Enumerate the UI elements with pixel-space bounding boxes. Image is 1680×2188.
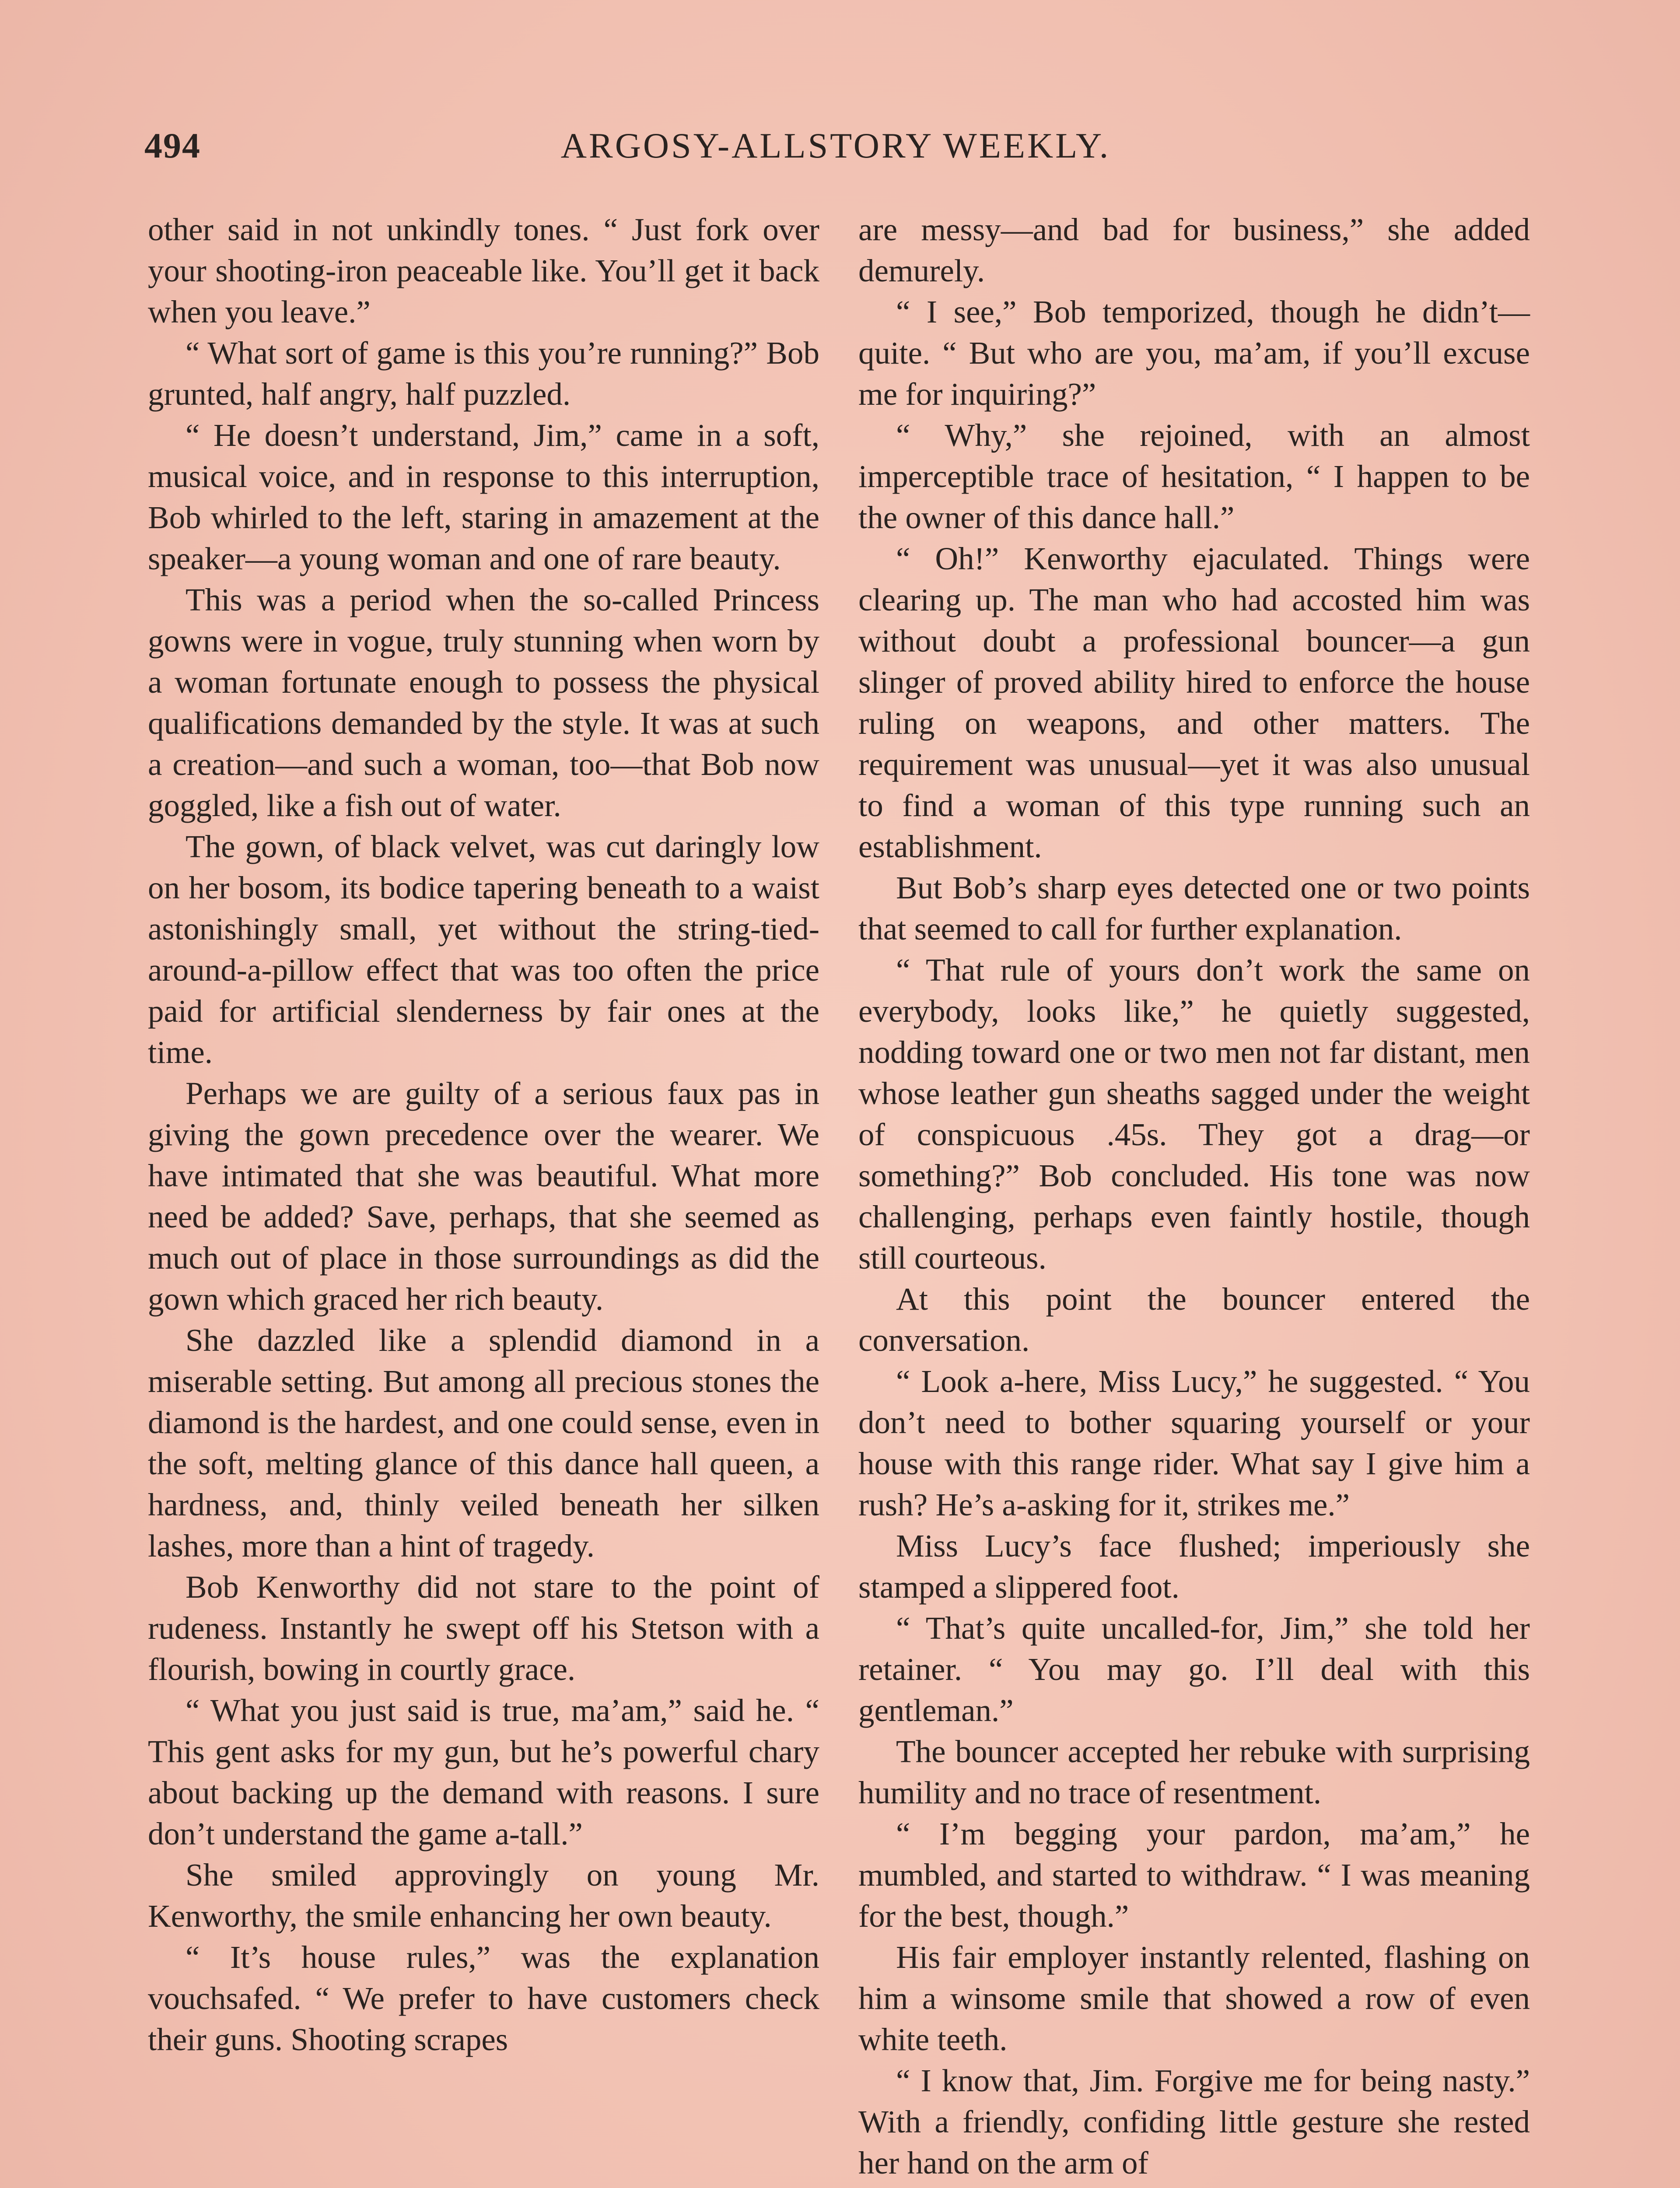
paragraph: She smiled approvingly on young Mr. Kenworthy, the smile enhancing her own beauty.	[148, 1857, 819, 1934]
paragraph: At this point the bouncer entered the conversation.	[858, 1281, 1530, 1358]
paragraph: His fair employer instantly relented, flashing on him a winsome smile that showed a row of even white teeth.	[858, 1939, 1530, 2057]
paragraph: The gown, of black velvet, was cut daringly low on her bosom, its bodice tapering beneath to a waist astonishingly small, yet without the string-tied-around-a-pillow effect that was too often the price paid for artificial slenderness by fair ones at the time.	[148, 829, 819, 1070]
paragraph: “ Look a-here, Miss Lucy,” he suggested. “ You don’t need to bother squaring yourself or your house with this range rider. What say I give him a rush? He’s a-asking for it, strikes me.”	[858, 1364, 1530, 1522]
paragraph: “ That rule of yours don’t work the same on everybody, looks like,” he quietly suggested, nodding toward one or two men not far distant, men whose leather gun sheaths sagged under the weight of conspicuous .45s. They got a drag—or something?” Bob concluded. His tone was now challenging, perhaps even faintly hostile, though still courteous.	[858, 952, 1530, 1276]
paragraph: “ Oh!” Kenworthy ejaculated. Things were clearing up. The man who had accosted him was without doubt a professional bouncer—a gun slinger of proved ability hired to enforce the house ruling on weapons, and other matters. The requirement was unusual—yet it was also unusual to find a woman of this type running such an establishment.	[858, 541, 1530, 864]
page-number: 494	[144, 126, 201, 165]
paragraph: are messy—and bad for business,” she added demurely.	[858, 212, 1530, 288]
paragraph: other said in not unkindly tones. “ Just fork over your shooting-iron peaceable like. You’ll get it back when you leave.”	[148, 212, 819, 330]
paragraph: “ He doesn’t understand, Jim,” came in a soft, musical voice, and in response to this interruption, Bob whirled to the left, staring in amazement at the speaker—a young woman and one of rare beauty.	[148, 417, 819, 576]
paragraph: “ What you just said is true, ma’am,” said he. “ This gent asks for my gun, but he’s powerful chary about backing up the demand with reasons. I sure don’t understand the game a-tall.”	[148, 1693, 819, 1851]
paragraph: “ I know that, Jim. Forgive me for being nasty.” With a friendly, confiding little gesture she rested her hand on the arm of	[858, 2063, 1530, 2181]
paragraph: But Bob’s sharp eyes detected one or two points that seemed to call for further explanation.	[858, 870, 1530, 947]
paragraph: “ Why,” she rejoined, with an almost imperceptible trace of hesitation, “ I happen to be the owner of this dance hall.”	[858, 417, 1530, 535]
right-column	[858, 209, 1530, 2184]
paragraph: “ That’s quite uncalled-for, Jim,” she told her retainer. “ You may go. I’ll deal with this gentleman.”	[858, 1610, 1530, 1728]
paragraph: The bouncer accepted her rebuke with surprising humility and no trace of resentment.	[858, 1734, 1530, 1810]
paragraph: Perhaps we are guilty of a serious faux pas in giving the gown precedence over the wearer. We have intimated that she was beautiful. What more need be added? Save, perhaps, that she seemed as much out of place in those surroundings as did the gown which graced her rich beauty.	[148, 1076, 819, 1317]
paragraph: “ I see,” Bob temporized, though he didn’t—quite. “ But who are you, ma’am, if you’ll excuse me for inquiring?”	[858, 294, 1530, 412]
paragraph: Miss Lucy’s face flushed; imperiously she stamped a slippered foot.	[858, 1528, 1530, 1605]
paragraph: Bob Kenworthy did not stare to the point of rudeness. Instantly he swept off his Stetson with a flourish, bowing in courtly grace.	[148, 1569, 819, 1687]
page-header	[144, 125, 1527, 173]
left-column	[148, 209, 819, 2060]
paragraph: “ It’s house rules,” was the explanation vouchsafed. “ We prefer to have customers check their guns. Shooting scrapes	[148, 1939, 819, 2057]
paragraph: “ I’m begging your pardon, ma’am,” he mumbled, and started to withdraw. “ I was meaning for the best, though.”	[858, 1816, 1530, 1934]
paragraph: This was a period when the so-called Princess gowns were in vogue, truly stunning when worn by a woman fortunate enough to possess the physical qualifications demanded by the style. It was at such a creation—and such a woman, too—that Bob now goggled, like a fish out of water.	[148, 582, 819, 823]
paragraph: She dazzled like a splendid diamond in a miserable setting. But among all precious stones the diamond is the hardest, and one could sense, even in the soft, melting glance of this dance hall queen, a hardness, and, thinly veiled beneath her silken lashes, more than a hint of tragedy.	[148, 1322, 819, 1564]
running-title: ARGOSY-ALLSTORY WEEKLY.	[560, 126, 1111, 165]
paragraph: “ What sort of game is this you’re running?” Bob grunted, half angry, half puzzled.	[148, 335, 819, 412]
